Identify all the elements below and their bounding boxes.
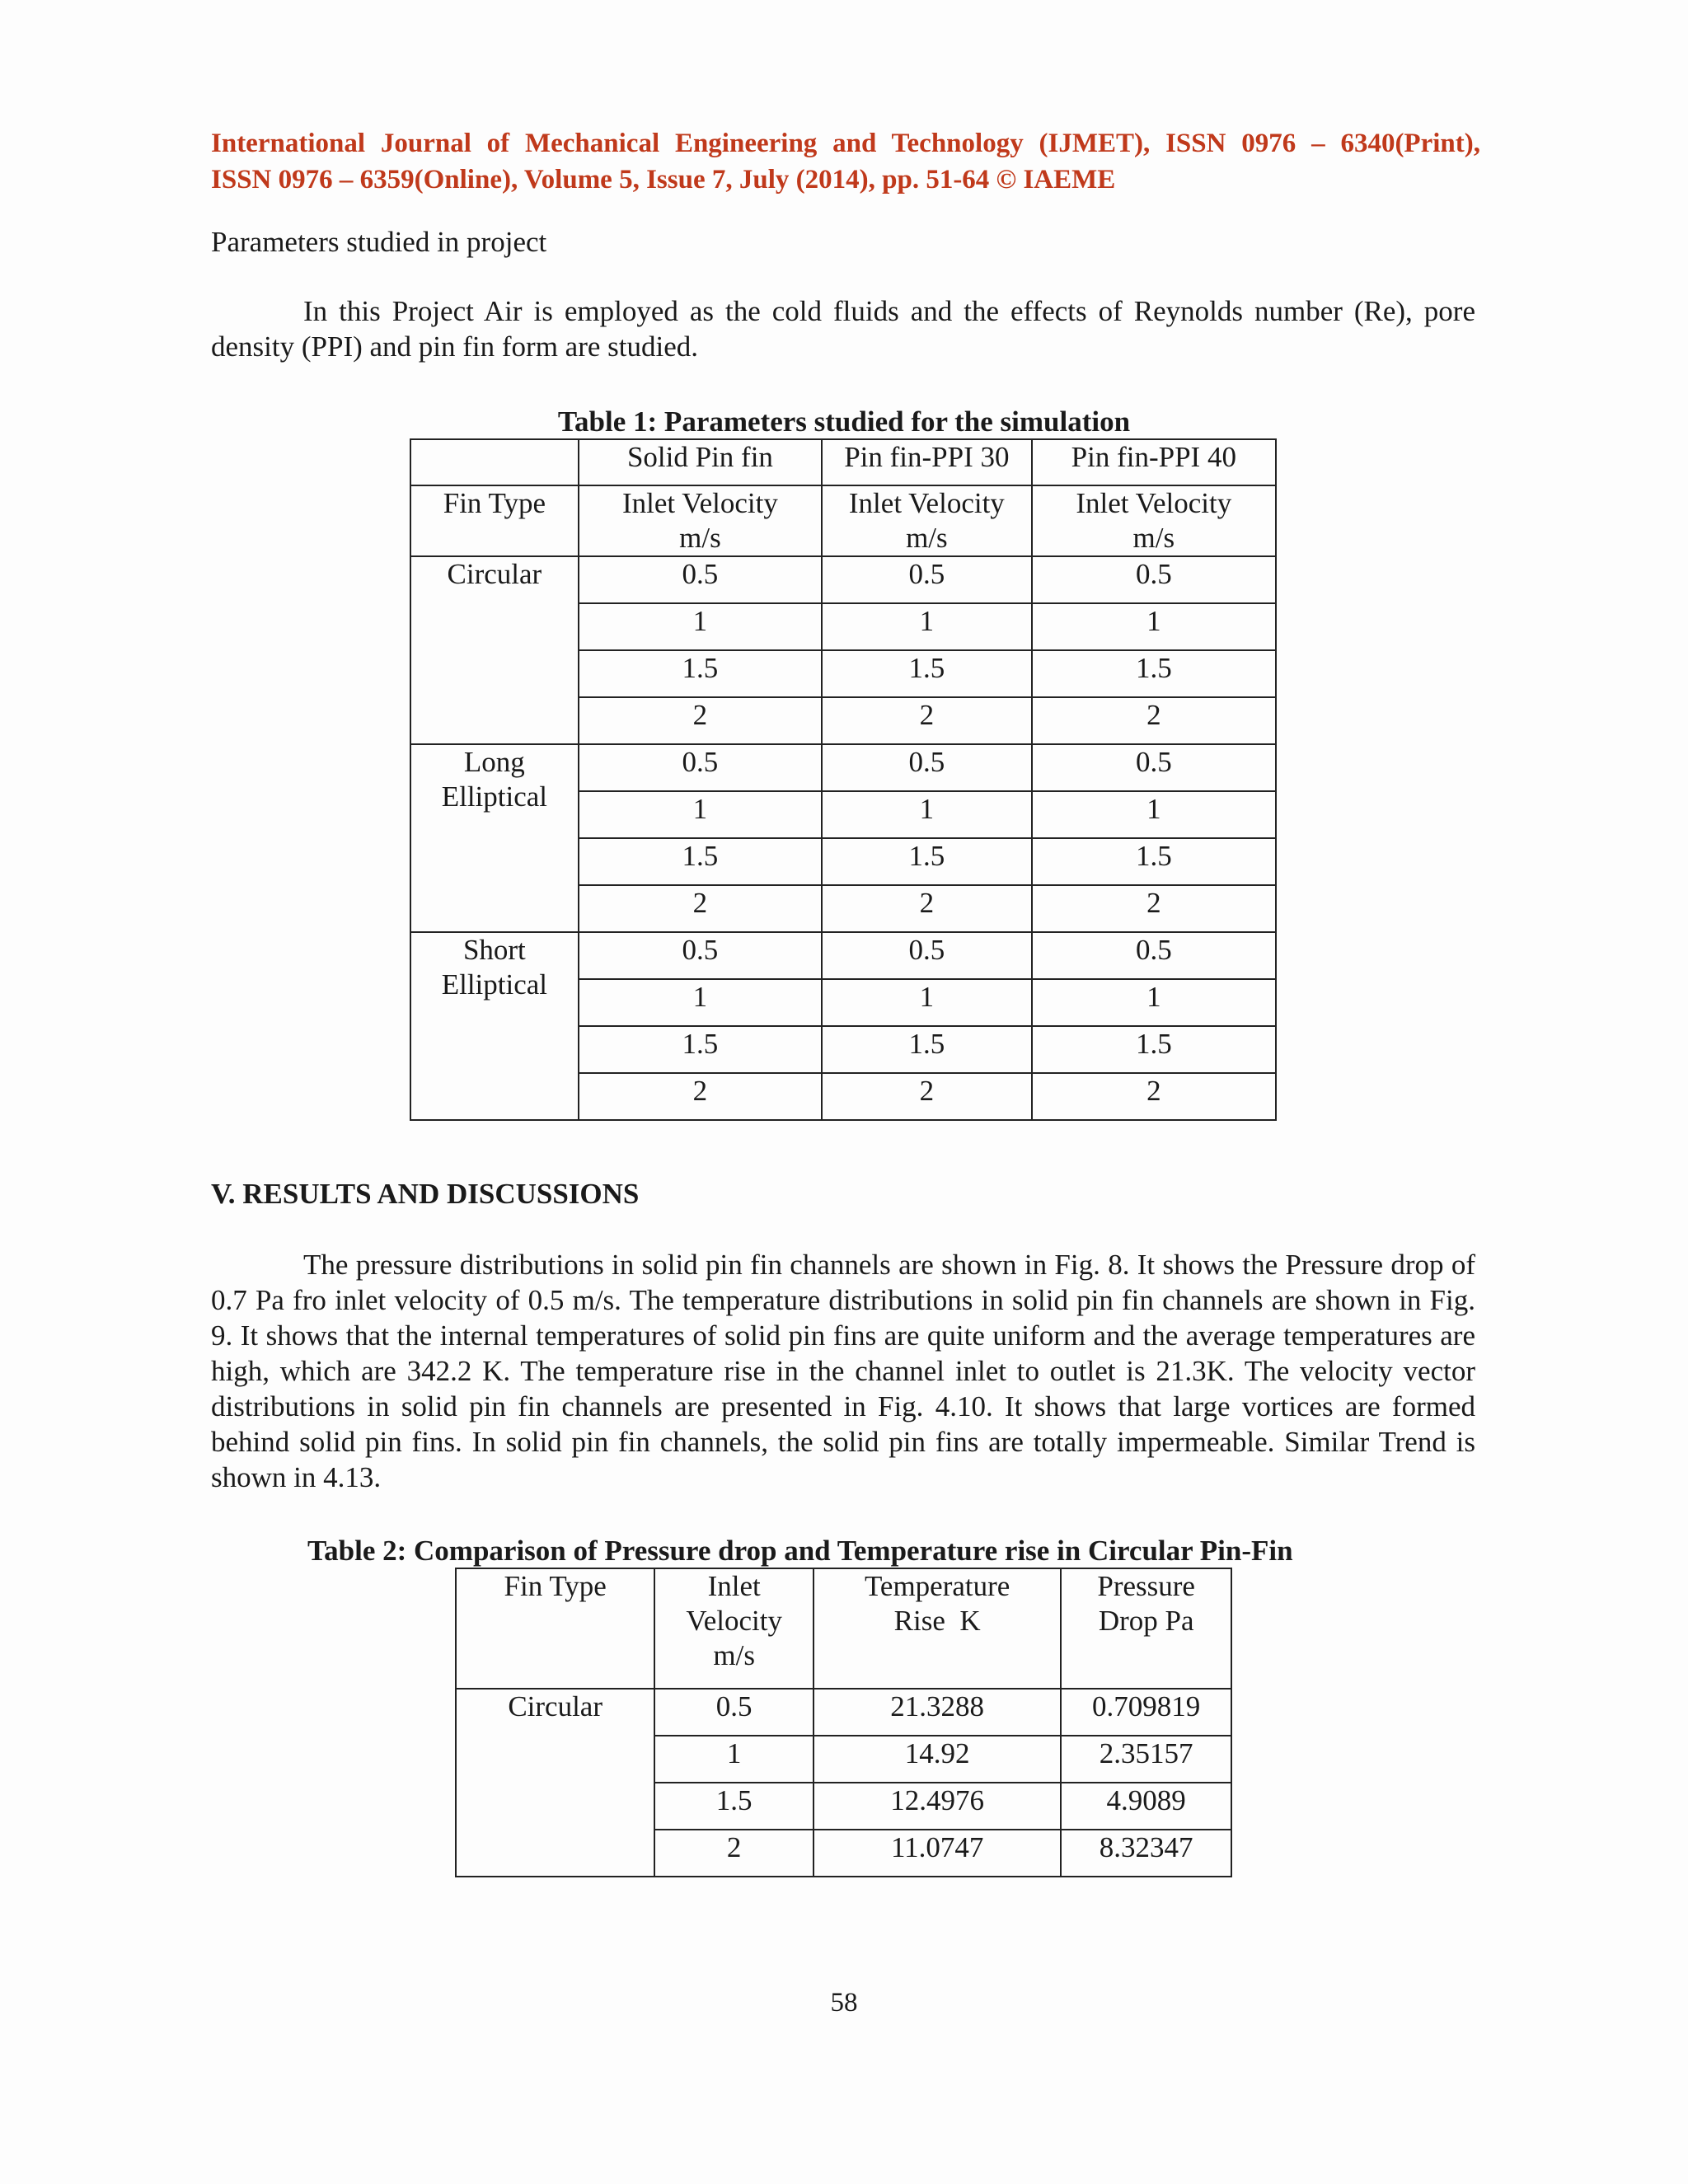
subheader-l1: Inlet Velocity	[1076, 487, 1232, 519]
table2	[455, 1568, 1232, 1877]
table2-header-l1: Temperature	[864, 1570, 1010, 1602]
subheader-l2: m/s	[906, 522, 948, 554]
table1-subheader	[579, 485, 822, 556]
table1	[410, 438, 1277, 1121]
page-number: 58	[830, 1988, 858, 2018]
table-cell: 2.35157	[1061, 1736, 1231, 1783]
table-cell: 11.0747	[814, 1830, 1061, 1877]
table2-header-l3: m/s	[713, 1639, 755, 1671]
table-cell: 0.5	[1032, 556, 1276, 603]
table-cell: 1.5	[579, 650, 822, 697]
table-cell: 0.5	[822, 744, 1032, 791]
table2-body	[456, 1689, 1231, 1877]
table-cell: 1.5	[822, 650, 1032, 697]
table2-header-l2: Velocity	[686, 1605, 782, 1637]
fin-type-line-1: Short	[462, 934, 526, 966]
table-cell: 4.9089	[1061, 1783, 1231, 1830]
table-cell: 0.5	[579, 744, 822, 791]
table-row	[410, 556, 1276, 603]
table1-row-header: Fin Type	[410, 485, 579, 556]
table-cell: 1.5	[1032, 650, 1276, 697]
fin-type-line-1: Long	[463, 746, 525, 778]
table-cell: 2	[1032, 1073, 1276, 1120]
table2-header-l1: Inlet	[707, 1570, 761, 1602]
table-cell: 8.32347	[1061, 1830, 1231, 1877]
results-paragraph-last-line: Similar Trend is shown in 4.13.	[211, 1426, 1475, 1493]
table-cell: 0.5	[579, 556, 822, 603]
table-cell: 2	[579, 1073, 822, 1120]
table-cell: 1	[579, 791, 822, 838]
table-cell: 2	[1032, 885, 1276, 932]
table-cell: 1	[1032, 603, 1276, 650]
table-cell: 1	[822, 979, 1032, 1026]
table-cell: 1	[1032, 791, 1276, 838]
table2-header-l1: Pressure	[1097, 1570, 1195, 1602]
table-cell: 2	[822, 885, 1032, 932]
results-paragraph	[211, 1247, 1475, 1495]
table-cell: 0.5	[822, 932, 1032, 979]
table2-col-header	[814, 1568, 1061, 1689]
table-cell: 1.5	[1032, 838, 1276, 885]
table-row	[410, 744, 1276, 791]
table2-col-header	[456, 1568, 654, 1689]
fin-type-line-2: Elliptical	[441, 780, 548, 813]
table-cell: 1	[822, 791, 1032, 838]
table-cell: 2	[654, 1830, 814, 1877]
table1-body	[410, 556, 1276, 1120]
table2-header-l1: Fin Type	[504, 1570, 607, 1602]
header-line-1: International Journal of Mechanical Engineering and Technology (IJMET), ISSN 0976 – 6340(Print),	[211, 129, 1480, 158]
table-cell: 2	[579, 697, 822, 744]
intro-paragraph: In this Project Air is employed as the cold fluids and the effects of Reynolds number (Re), pore density (PPI) and pin fin form are studied.	[211, 295, 1475, 363]
fin-type-cell: Circular	[456, 1689, 654, 1877]
table-cell: 14.92	[814, 1736, 1061, 1783]
table-cell: 2	[822, 697, 1032, 744]
intro-heading: Parameters studied in project	[211, 226, 547, 258]
table-cell: 1.5	[822, 838, 1032, 885]
table1-col-header: Solid Pin fin	[579, 439, 822, 485]
subheader-l2: m/s	[1132, 522, 1175, 554]
fin-type-line-2: Elliptical	[441, 968, 548, 1001]
table-cell: 0.709819	[1061, 1689, 1231, 1736]
table-cell: 1	[579, 603, 822, 650]
header-line-2: ISSN 0976 – 6359(Online), Volume 5, Issue 7, July (2014), pp. 51-64 © IAEME	[211, 165, 1116, 194]
table-cell: 1	[1032, 979, 1276, 1026]
subheader-l1: Inlet Velocity	[621, 487, 778, 519]
table-row	[410, 932, 1276, 979]
table2-header-l2: Rise K	[893, 1605, 981, 1637]
table-cell: 1.5	[579, 838, 822, 885]
table-row	[456, 1689, 1231, 1736]
table2-col-header	[654, 1568, 814, 1689]
table-cell: 2	[1032, 697, 1276, 744]
table-cell: 0.5	[654, 1689, 814, 1736]
subheader-l2: m/s	[679, 522, 721, 554]
fin-type-cell	[410, 932, 579, 1120]
table1-col-header: Pin fin-PPI 40	[1032, 439, 1276, 485]
table2-header-row	[456, 1568, 1231, 1689]
fin-type-line-1: Circular	[447, 558, 542, 590]
fin-type-cell	[410, 556, 579, 744]
results-paragraph-text: The pressure distributions in solid pin fin channels are shown in Fig. 8. It shows the Pressure drop of 0.7 Pa fro inlet velocity of 0.5 m/s. The temperature distributions in solid pin fin channels are shown in Fig. 9. It shows that the internal temperatures of solid pin fins are quite uniform and the average temperatures are high, which are 342.2 K. The temperature rise in the channel inlet to outlet is 21.3K. The velocity vector distributions in solid pin fin channels are presented in Fig. 4.10. It shows that large vortices are formed behind solid pin fins. In solid pin fin channels, the solid pin fins are totally impermeable.	[211, 1249, 1475, 1458]
table2-header-l2: Drop Pa	[1098, 1605, 1194, 1637]
table-cell: 1.5	[579, 1026, 822, 1073]
table-cell: 1.5	[1032, 1026, 1276, 1073]
table-cell: 2	[579, 885, 822, 932]
table-cell: 1	[654, 1736, 814, 1783]
table-cell: 0.5	[822, 556, 1032, 603]
table-cell: 1.5	[822, 1026, 1032, 1073]
table-cell: 0.5	[1032, 744, 1276, 791]
table2-caption: Table 2: Comparison of Pressure drop and Temperature rise in Circular Pin-Fin	[307, 1535, 1293, 1567]
table-cell: 1	[822, 603, 1032, 650]
table1-subheader-row	[410, 485, 1276, 556]
table-cell: 0.5	[579, 932, 822, 979]
table-cell: 0.5	[1032, 932, 1276, 979]
table-cell: 1	[579, 979, 822, 1026]
table-cell: 21.3288	[814, 1689, 1061, 1736]
journal-header	[211, 125, 1480, 198]
table1-corner-cell	[410, 439, 579, 485]
table-cell: 1.5	[654, 1783, 814, 1830]
subheader-l1: Inlet Velocity	[848, 487, 1005, 519]
table1-caption: Table 1: Parameters studied for the simulation	[557, 405, 1131, 438]
table2-col-header	[1061, 1568, 1231, 1689]
table-cell: 2	[822, 1073, 1032, 1120]
table1-subheader	[822, 485, 1032, 556]
table1-col-header: Pin fin-PPI 30	[822, 439, 1032, 485]
section-title: V. RESULTS AND DISCUSSIONS	[211, 1178, 640, 1210]
table-cell: 12.4976	[814, 1783, 1061, 1830]
table1-subheader	[1032, 485, 1276, 556]
fin-type-cell	[410, 744, 579, 932]
table1-header-row	[410, 439, 1276, 485]
